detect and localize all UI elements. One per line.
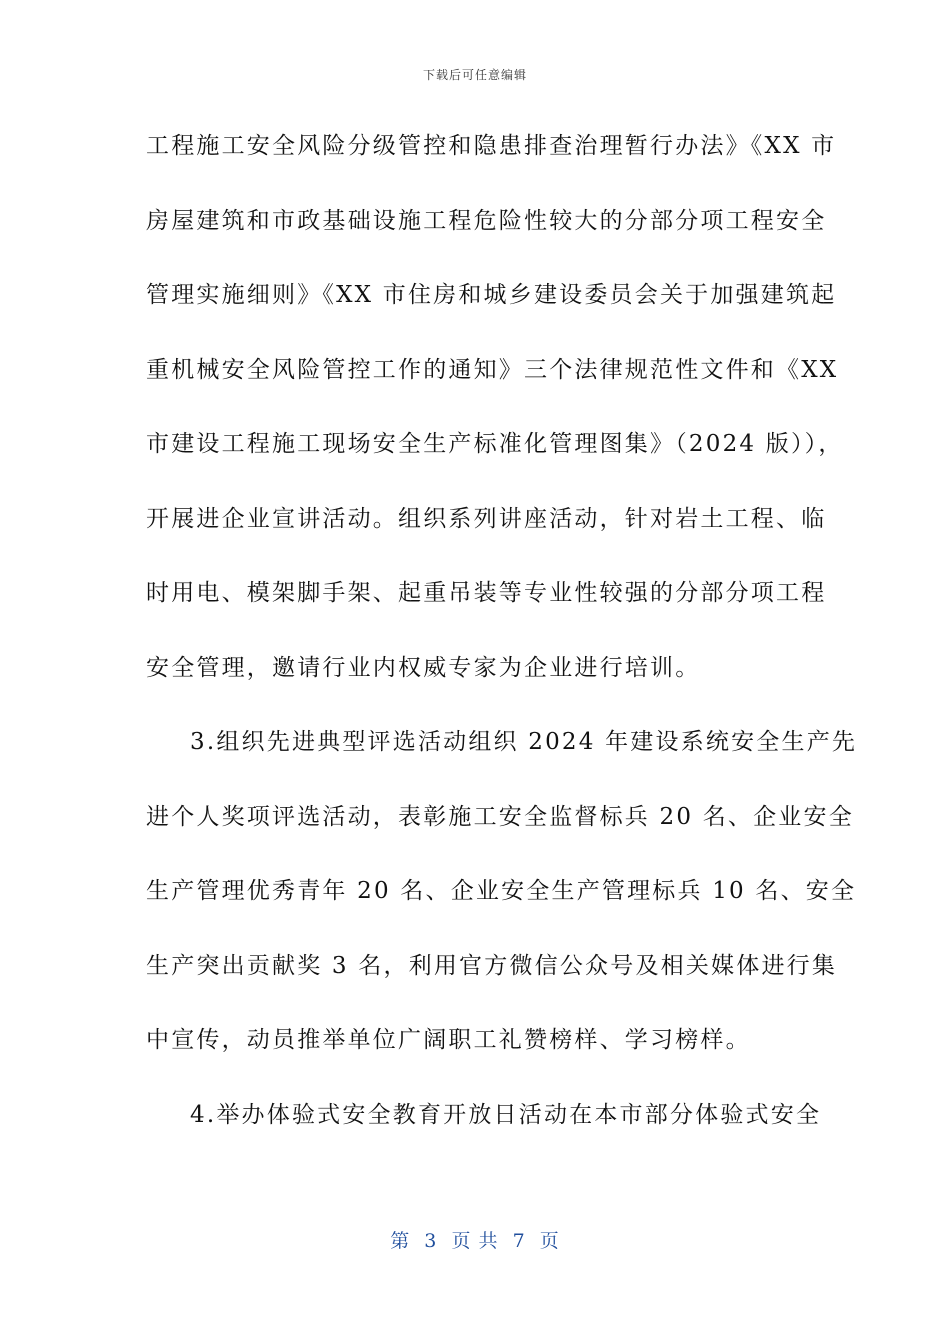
text-line: 进个人奖项评选活动，表彰施工安全监督标兵 20 名、企业安全 xyxy=(146,803,854,830)
text-line: 中宣传，动员推举单位广阔职工礼赞榜样、学习榜样。 xyxy=(146,1027,751,1053)
text-line: 开展进企业宣讲活动。组织系列讲座活动，针对岩土工程、临 xyxy=(146,505,827,532)
text-line: 房屋建筑和市政基础设施工程危险性较大的分部分项工程安全 xyxy=(146,207,827,234)
page-number-label: 第 3 页 共 7 页 xyxy=(390,1230,560,1252)
page-number-footer xyxy=(0,1226,950,1253)
text-line: 生产突出贡献奖 3 名，利用官方微信公众号及相关媒体进行集 xyxy=(146,952,838,979)
paragraph-start-line: 4.举办体验式安全教育开放日活动在本市部分体验式安全 xyxy=(190,1101,822,1128)
header-note: 下载后可任意编辑 xyxy=(422,68,527,82)
text-line: 安全管理，邀请行业内权威专家为企业进行培训。 xyxy=(146,654,701,681)
paragraph-start-line: 3.组织先进典型评选活动组织 2024 年建设系统安全生产先 xyxy=(190,729,858,755)
text-line: 市建设工程施工现场安全生产标准化管理图集》（2024 版））， xyxy=(146,431,844,457)
document-body xyxy=(146,124,858,1167)
text-line: 管理实施细则》《XX 市住房和城乡建设委员会关于加强建筑起 xyxy=(146,282,837,308)
text-line: 时用电、模架脚手架、起重吊装等专业性较强的分部分项工程 xyxy=(146,580,827,606)
text-line: 生产管理优秀青年 20 名、企业安全生产管理标兵 10 名、安全 xyxy=(146,878,857,904)
text-line: 工程施工安全风险分级管控和隐患排查治理暂行办法》《XX 市 xyxy=(146,133,837,159)
text-line: 重机械安全风险管控工作的通知》三个法律规范性文件和《XX xyxy=(146,356,839,383)
